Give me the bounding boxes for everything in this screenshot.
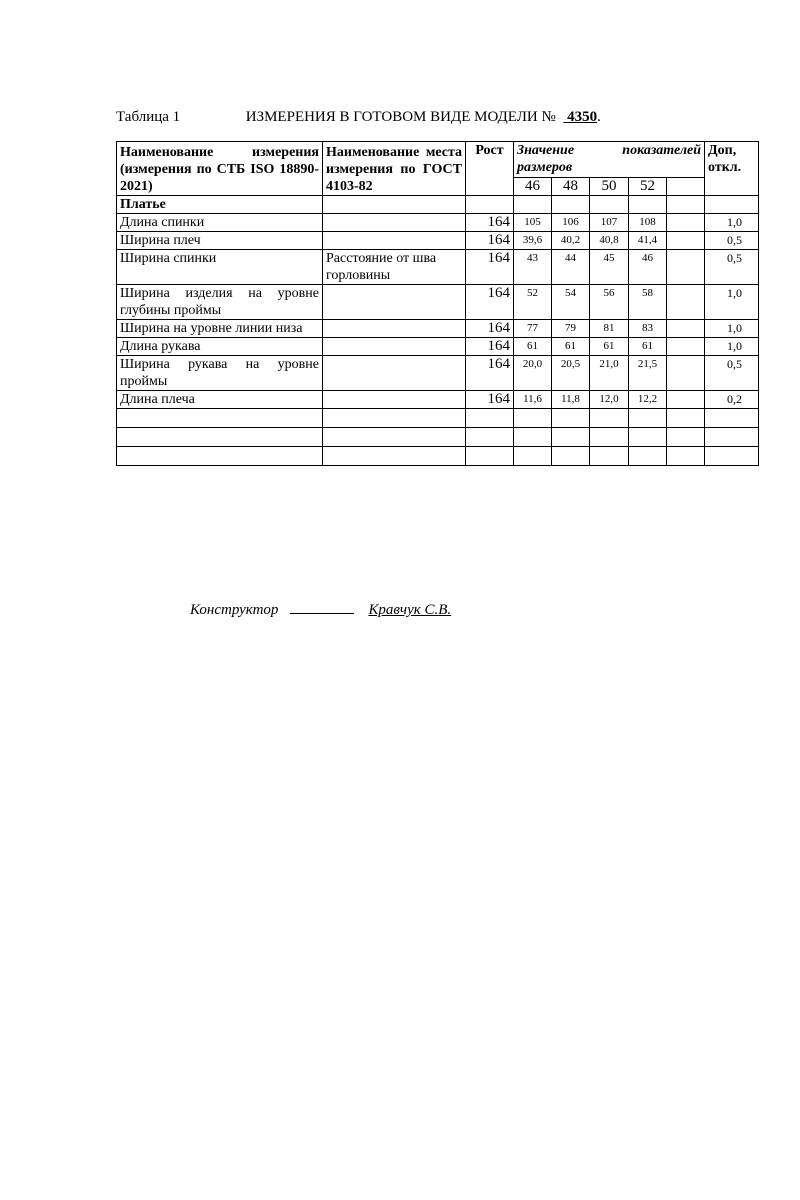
- size-value: 40,2: [552, 232, 590, 250]
- measurement-place: [323, 356, 466, 391]
- table-heading: ИЗМЕРЕНИЯ В ГОТОВОМ ВИДЕ МОДЕЛИ №: [245, 109, 556, 125]
- size-value: 43: [514, 250, 552, 285]
- size-value: 46: [629, 250, 667, 285]
- tolerance-value: 0,5: [705, 250, 759, 285]
- measurement-name: Длина спинки: [117, 214, 323, 232]
- height-value: 164: [466, 232, 514, 250]
- tolerance-value: 1,0: [705, 338, 759, 356]
- size-value: 41,4: [629, 232, 667, 250]
- table-row: [117, 250, 759, 285]
- size-value: 20,0: [514, 356, 552, 391]
- tolerance-value: 1,0: [705, 320, 759, 338]
- measurement-place: [323, 285, 466, 320]
- empty-size-value: [667, 356, 705, 391]
- table-row: [117, 338, 759, 356]
- height-value: 164: [466, 285, 514, 320]
- size-value: 52: [514, 285, 552, 320]
- table-title: [116, 109, 601, 126]
- table-row: [117, 356, 759, 391]
- size-cell: 48: [552, 177, 590, 195]
- size-value: 61: [514, 338, 552, 356]
- empty-size-value: [667, 232, 705, 250]
- size-value: 77: [514, 320, 552, 338]
- empty-size-value: [667, 250, 705, 285]
- measurement-name: Ширина изделия на уровне глубины проймы: [117, 285, 323, 320]
- measurement-name: Ширина на уровне линии низа: [117, 320, 323, 338]
- size-cell-empty: [667, 177, 705, 195]
- table-row: [117, 232, 759, 250]
- size-value: 106: [552, 214, 590, 232]
- height-value: 164: [466, 214, 514, 232]
- title-period: .: [597, 109, 601, 125]
- measurement-name: Ширина рукава на уровне проймы: [117, 356, 323, 391]
- size-value: 107: [590, 214, 629, 232]
- size-value: 79: [552, 320, 590, 338]
- size-value: 108: [629, 214, 667, 232]
- empty-size-value: [667, 320, 705, 338]
- measurement-name: Длина плеча: [117, 391, 323, 409]
- size-cell: 46: [514, 177, 552, 195]
- signature-line: [290, 601, 354, 614]
- section-row: [117, 196, 759, 214]
- tolerance-value: 0,2: [705, 391, 759, 409]
- size-value: 61: [590, 338, 629, 356]
- empty-row: [117, 447, 759, 466]
- height-value: 164: [466, 320, 514, 338]
- measurement-name: Длина рукава: [117, 338, 323, 356]
- size-value: 40,8: [590, 232, 629, 250]
- size-value: 44: [552, 250, 590, 285]
- size-value: 12,0: [590, 391, 629, 409]
- header-tolerance: Доп, откл.: [705, 142, 759, 196]
- empty-size-value: [667, 391, 705, 409]
- measurement-name: Ширина спинки: [117, 250, 323, 285]
- size-value: 20,5: [552, 356, 590, 391]
- table-row: [117, 214, 759, 232]
- measurement-place: Расстояние от шва горловины: [323, 250, 466, 285]
- section-label: Платье: [117, 196, 323, 214]
- signature-role: Конструктор: [190, 602, 279, 618]
- size-value: 45: [590, 250, 629, 285]
- measurements-table: [116, 141, 759, 466]
- empty-row: [117, 409, 759, 428]
- tolerance-value: 1,0: [705, 285, 759, 320]
- height-value: 164: [466, 391, 514, 409]
- header-place-name: Наименование места измерения по ГОСТ 4103-82: [323, 142, 466, 196]
- size-value: 21,5: [629, 356, 667, 391]
- size-value: 105: [514, 214, 552, 232]
- measurement-place: [323, 214, 466, 232]
- size-value: 21,0: [590, 356, 629, 391]
- empty-size-value: [667, 338, 705, 356]
- empty-size-value: [667, 285, 705, 320]
- height-value: 164: [466, 356, 514, 391]
- size-value: 61: [629, 338, 667, 356]
- tolerance-value: 0,5: [705, 232, 759, 250]
- measurement-place: [323, 232, 466, 250]
- measurement-place: [323, 338, 466, 356]
- size-value: 12,2: [629, 391, 667, 409]
- table-row: [117, 285, 759, 320]
- size-value: 58: [629, 285, 667, 320]
- height-value: 164: [466, 250, 514, 285]
- signature-name: Кравчук С.В.: [368, 602, 452, 618]
- size-value: 11,6: [514, 391, 552, 409]
- header-measurement-name: Наименование измерения (измерения по СТБ ISO 18890-2021): [117, 142, 323, 196]
- size-value: 81: [590, 320, 629, 338]
- size-value: 56: [590, 285, 629, 320]
- size-value: 54: [552, 285, 590, 320]
- measurement-place: [323, 320, 466, 338]
- tolerance-value: 0,5: [705, 356, 759, 391]
- signature: [190, 601, 451, 619]
- table-row: [117, 320, 759, 338]
- measurement-name: Ширина плеч: [117, 232, 323, 250]
- height-value: 164: [466, 338, 514, 356]
- size-value: 61: [552, 338, 590, 356]
- tolerance-value: 1,0: [705, 214, 759, 232]
- size-cell: 52: [629, 177, 667, 195]
- size-value: 83: [629, 320, 667, 338]
- empty-size-value: [667, 214, 705, 232]
- empty-row: [117, 428, 759, 447]
- model-number: 4350: [567, 109, 598, 125]
- size-value: 39,6: [514, 232, 552, 250]
- header-values: Значение показателей размеров: [514, 142, 705, 178]
- header-height: Рост: [466, 142, 514, 196]
- measurement-place: [323, 391, 466, 409]
- size-cell: 50: [590, 177, 629, 195]
- table-caption: Таблица 1: [116, 109, 181, 125]
- size-value: 11,8: [552, 391, 590, 409]
- header-row: [117, 142, 759, 178]
- table-row: [117, 391, 759, 409]
